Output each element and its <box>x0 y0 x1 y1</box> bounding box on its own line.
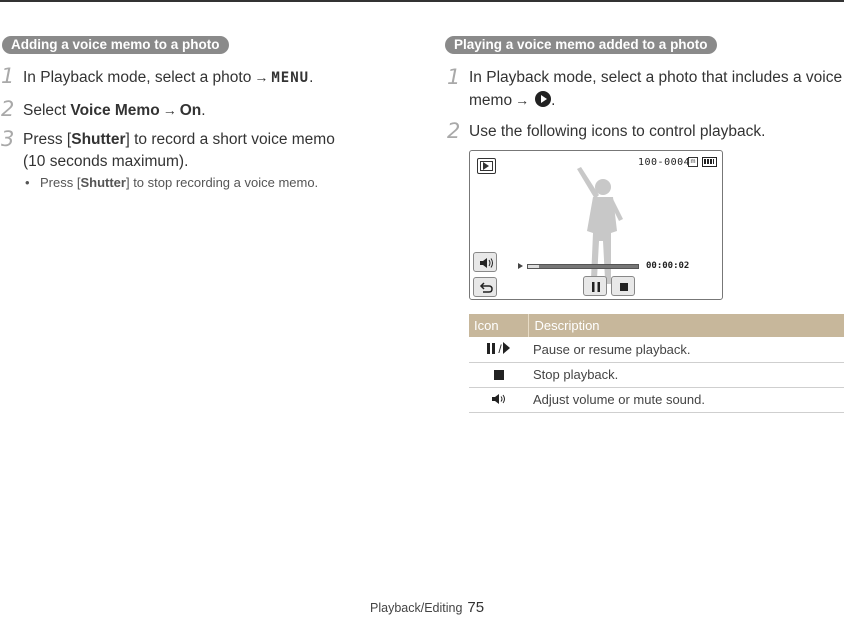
playback-progress-bar <box>527 264 639 269</box>
left-step-2 <box>1 97 206 122</box>
file-number: 100-0004 <box>638 157 691 168</box>
playback-mode-icon <box>477 158 496 174</box>
step-end: . <box>309 69 314 86</box>
shutter-button-label: Shutter <box>80 175 126 190</box>
column-header-description: Description <box>528 314 844 337</box>
voice-memo-indicator-icon: m <box>688 157 698 167</box>
step-text: In Playback mode, select a photo that includes a voice <box>469 69 843 86</box>
right-step-2 <box>447 119 766 143</box>
stop-icon <box>494 370 504 380</box>
volume-icon <box>474 253 498 273</box>
page-footer <box>370 599 484 616</box>
stop-icon <box>612 277 636 297</box>
table-row <box>469 362 844 387</box>
arrow-icon: → <box>254 69 269 85</box>
left-step-1 <box>1 64 314 89</box>
bullet-dot: • <box>25 175 30 190</box>
arrow-icon: → <box>162 102 177 118</box>
volume-button[interactable] <box>473 252 497 272</box>
volume-icon <box>490 392 508 406</box>
left-bullet-note <box>25 175 319 190</box>
left-step-3 <box>1 127 335 173</box>
pause-button[interactable] <box>583 276 607 296</box>
footer-section-name: Playback/Editing <box>370 601 463 615</box>
step-text: ] to record a short voice memo <box>125 131 335 148</box>
step-text-line2: (10 seconds maximum). <box>23 153 189 170</box>
section-heading-adding-voice-memo: Adding a voice memo to a photo <box>2 36 229 54</box>
table-header-row <box>469 314 844 337</box>
play-circle-icon <box>535 91 551 107</box>
column-header-icon: Icon <box>469 314 528 337</box>
icon-separator: / <box>498 342 502 357</box>
top-rule <box>0 0 844 2</box>
table-icon-cell <box>469 387 528 412</box>
menu-option-on: On <box>179 102 202 119</box>
step-text: Use the following icons to control playback. <box>469 123 766 140</box>
battery-icon <box>702 157 717 167</box>
stop-button[interactable] <box>611 276 635 296</box>
shutter-button-label: Shutter <box>71 131 126 148</box>
play-icon <box>518 263 523 269</box>
step-number: 3 <box>1 127 15 151</box>
back-icon <box>474 278 498 298</box>
pause-icon <box>584 277 608 297</box>
step-number: 1 <box>447 65 461 89</box>
table-description-cell: Pause or resume playback. <box>528 337 844 362</box>
pause-icon <box>487 342 497 357</box>
progress-fill <box>528 265 539 268</box>
step-number: 2 <box>447 119 461 143</box>
camera-screen-illustration <box>469 150 723 300</box>
section-heading-playing-voice-memo: Playing a voice memo added to a photo <box>445 36 717 54</box>
step-text: Press [ <box>23 131 72 148</box>
step-text: In Playback mode, select a photo <box>23 69 252 86</box>
playback-time: 00:00:02 <box>646 261 690 271</box>
table-icon-cell <box>469 362 528 387</box>
page-number: 75 <box>467 599 485 616</box>
right-step-1 <box>447 65 843 112</box>
step-text: Select <box>23 102 71 119</box>
menu-button-icon: MENU <box>271 70 310 86</box>
icon-description-table <box>469 314 844 413</box>
step-text: memo <box>469 92 513 109</box>
person-photo-silhouette <box>565 161 635 291</box>
bullet-text: Press [ <box>40 175 81 190</box>
table-icon-cell <box>469 337 528 362</box>
arrow-icon: → <box>515 92 530 108</box>
back-button[interactable] <box>473 277 497 297</box>
menu-option-voice-memo: Voice Memo <box>70 102 160 119</box>
step-end: . <box>551 92 556 109</box>
step-number: 2 <box>1 97 15 121</box>
table-description-cell: Stop playback. <box>528 362 844 387</box>
play-icon <box>503 342 510 354</box>
table-description-cell: Adjust volume or mute sound. <box>528 387 844 412</box>
bullet-text: ] to stop recording a voice memo. <box>125 175 319 190</box>
step-end: . <box>201 102 206 119</box>
step-number: 1 <box>1 64 15 88</box>
table-row <box>469 387 844 412</box>
table-row <box>469 337 844 362</box>
